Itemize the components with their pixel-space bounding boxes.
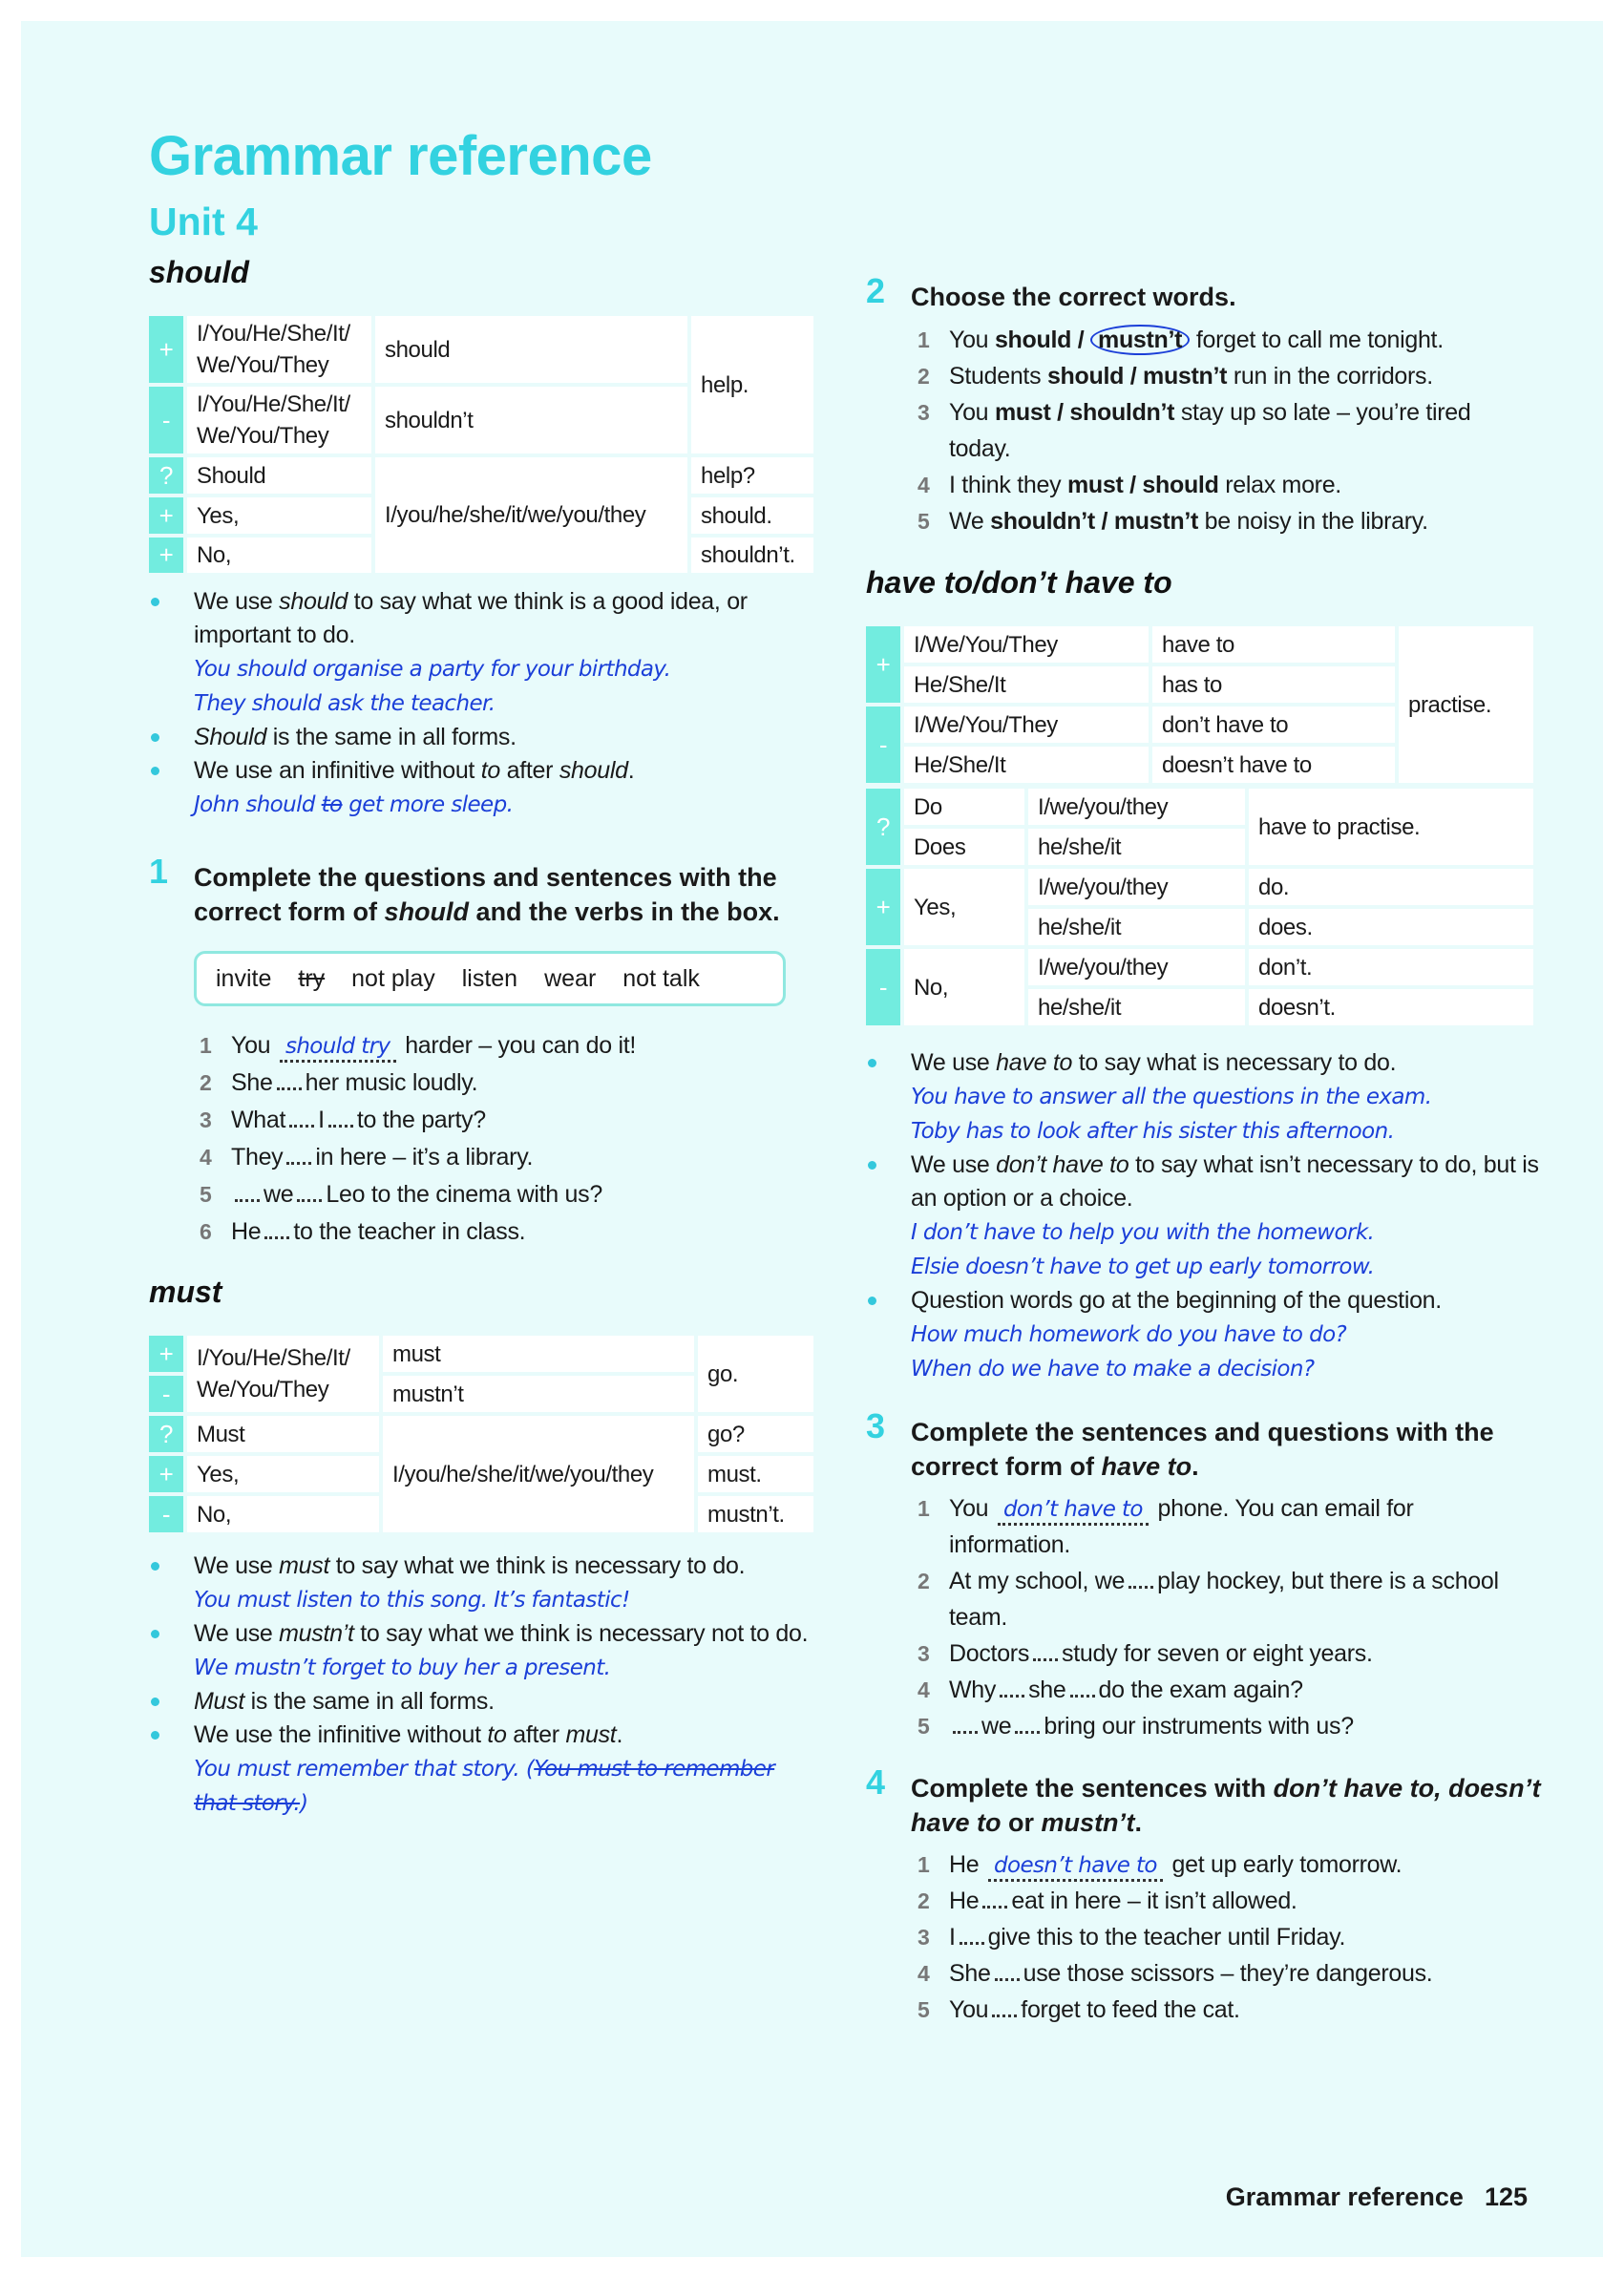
item-number: 4	[200, 1145, 212, 1170]
exercise-item	[917, 1708, 1529, 1744]
cell: No,	[185, 536, 373, 575]
answer-blank	[286, 1144, 311, 1165]
cell: have to	[1150, 624, 1397, 664]
exercise-number: 2	[866, 271, 886, 310]
cell: should.	[689, 496, 815, 536]
cell: shouldn’t.	[689, 536, 815, 575]
text: We	[949, 508, 991, 535]
exercise-item	[917, 1490, 1529, 1563]
text: or	[1001, 1808, 1042, 1837]
cell: I/you/he/she/it/we/you/they	[373, 455, 689, 575]
cell: must	[381, 1334, 696, 1374]
text: play hockey, but there is a school team.	[949, 1568, 1499, 1631]
text: must	[565, 1721, 617, 1748]
cell: No,	[185, 1494, 381, 1534]
word-option-used: try	[298, 965, 326, 992]
example-sentence: They should ask the teacher.	[194, 691, 496, 716]
text: must / should	[1066, 472, 1219, 498]
positive-symbol: +	[864, 624, 902, 705]
bullet-icon	[151, 1562, 159, 1571]
note-item	[149, 721, 817, 754]
exercise-item	[200, 1102, 811, 1139]
answer-blank	[995, 1960, 1020, 1981]
example-sentence: I don’t have to help you with the homework.	[911, 1220, 1375, 1245]
cell: Yes,	[185, 496, 373, 536]
text: to say what we think is a good idea, or important to do.	[194, 588, 748, 648]
answer-blank	[277, 1069, 302, 1090]
text: is the same in all forms.	[266, 724, 517, 750]
exercise-item	[200, 1065, 811, 1102]
bullet-icon	[151, 767, 159, 775]
text: stay up so late – you’re tired today.	[949, 399, 1471, 462]
cell: Must	[185, 1414, 381, 1454]
cell: I/you/he/she/it/we/you/they	[381, 1414, 696, 1534]
exercise-item	[917, 322, 1529, 358]
text: must	[279, 1552, 330, 1579]
item-number: 4	[917, 1677, 930, 1702]
text: must / shouldn’t	[994, 399, 1175, 426]
text: I think they	[949, 472, 1067, 498]
bullet-icon	[151, 1731, 159, 1740]
answer-blank	[297, 1181, 322, 1202]
positive-symbol: +	[147, 1454, 185, 1494]
answer-blank	[1000, 1677, 1024, 1698]
positive-symbol: +	[147, 314, 185, 385]
cell: doesn’t have to	[1150, 745, 1397, 785]
positive-symbol: +	[147, 536, 185, 575]
text: is the same in all forms.	[243, 1688, 495, 1715]
answer-blank	[1033, 1640, 1058, 1661]
exercise-instruction	[911, 283, 1236, 311]
text: she	[1028, 1677, 1066, 1703]
text: we	[981, 1713, 1012, 1740]
text: get up early tomorrow.	[1165, 1851, 1403, 1878]
exercise-item	[200, 1176, 811, 1213]
text: She	[949, 1960, 991, 1987]
bullet-icon	[151, 1630, 159, 1638]
must-heading: must	[149, 1275, 222, 1309]
exercise-item	[917, 358, 1529, 394]
text: have to	[1101, 1452, 1192, 1481]
cell: I/we/you/they	[1026, 947, 1247, 987]
text: be noisy in the library.	[1198, 508, 1428, 535]
exercise-4-heading	[866, 1762, 1546, 1840]
text: They	[231, 1144, 284, 1171]
example-sentence: How much homework do you have to do?	[911, 1322, 1347, 1347]
text: You	[949, 327, 995, 353]
page-number: 125	[1484, 2183, 1528, 2211]
text: after	[506, 1721, 566, 1748]
item-number: 5	[917, 509, 930, 534]
exercise-item	[200, 1027, 811, 1065]
circled-answer: mustn’t	[1090, 325, 1190, 355]
cell: I/You/He/She/It/ We/You/They	[185, 314, 373, 385]
exercise-item	[917, 467, 1529, 503]
text: bring our instruments with us?	[1044, 1713, 1354, 1740]
cell: go.	[696, 1334, 815, 1414]
text: We use	[911, 1049, 997, 1076]
negative-symbol: -	[147, 385, 185, 455]
item-number: 6	[200, 1219, 212, 1244]
word-option: listen	[461, 965, 518, 992]
text: do the exam again?	[1098, 1677, 1303, 1703]
text: We use	[194, 588, 280, 615]
item-number: 1	[917, 1496, 930, 1521]
note-item	[149, 1685, 817, 1719]
exercise-3-items	[917, 1490, 1529, 1744]
answer-blank	[1015, 1713, 1040, 1734]
exercise-item	[917, 1919, 1529, 1955]
example-sentence: Toby has to look after his sister this afternoon.	[911, 1119, 1395, 1144]
text: We use the infinitive without	[194, 1721, 488, 1748]
exercise-item	[917, 503, 1529, 539]
exercise-item	[200, 1139, 811, 1176]
bullet-icon	[868, 1161, 876, 1170]
negative-symbol: -	[864, 705, 902, 785]
text: don’t have to	[996, 1151, 1129, 1178]
negative-symbol: -	[864, 947, 902, 1027]
positive-symbol: +	[147, 496, 185, 536]
text: We use an infinitive without	[194, 757, 481, 784]
text: Why	[949, 1677, 997, 1703]
example-answer: should try	[280, 1033, 396, 1063]
text: should / mustn’t	[1046, 363, 1228, 390]
text: Students	[949, 363, 1047, 390]
note-item	[149, 1617, 817, 1685]
cell: I/We/You/They	[902, 624, 1150, 664]
example-answer: don’t have to	[998, 1496, 1149, 1526]
cell: he/she/it	[1026, 907, 1247, 947]
text: study for seven or eight years.	[1062, 1640, 1373, 1667]
text: .	[616, 1721, 623, 1748]
cell: help.	[689, 314, 815, 455]
exercise-3-heading	[866, 1406, 1546, 1484]
text: forget to feed the cat.	[1021, 1996, 1240, 2023]
note-item	[149, 754, 817, 822]
answer-blank	[328, 1107, 353, 1128]
left-column	[149, 199, 817, 1821]
exercise-item	[917, 1672, 1529, 1708]
exercise-item	[917, 1846, 1529, 1883]
item-number: 2	[200, 1070, 212, 1095]
cell: Yes,	[185, 1454, 381, 1494]
text: Should	[194, 724, 267, 750]
page-footer	[1226, 2183, 1528, 2212]
cell: Do	[902, 787, 1026, 827]
cell: help?	[689, 455, 815, 496]
answer-blank	[289, 1107, 314, 1128]
must-notes	[149, 1550, 817, 1821]
cell: I/You/He/She/It/ We/You/They	[185, 385, 373, 455]
answer-blank	[960, 1924, 984, 1945]
item-number: 5	[917, 1997, 930, 2022]
text: to	[487, 1721, 507, 1748]
item-number: 1	[917, 1852, 930, 1877]
footer-label: Grammar reference	[1225, 2183, 1464, 2211]
answer-blank	[1070, 1677, 1095, 1698]
have-to-notes	[866, 1046, 1546, 1386]
item-number: 2	[917, 1569, 930, 1593]
positive-symbol: +	[864, 867, 902, 947]
answer-blank	[264, 1218, 289, 1239]
exercise-4-items	[917, 1846, 1529, 2028]
must-table	[147, 1334, 815, 1534]
exercise-instruction	[911, 1774, 1541, 1837]
text: to say what we think is necessary not to do.	[353, 1620, 809, 1647]
exercise-1-items	[200, 1027, 811, 1251]
cell: shouldn’t	[373, 385, 689, 455]
text: her music loudly.	[305, 1069, 478, 1096]
example-sentence: You must remember that story. (	[194, 1757, 535, 1782]
cell: He/She/It	[902, 745, 1150, 785]
example-sentence: When do we have to make a decision?	[911, 1357, 1315, 1382]
have-to-heading: have to/don’t have to	[866, 565, 1172, 600]
text: to say what is necessary to do.	[1072, 1049, 1397, 1076]
item-number: 3	[917, 1925, 930, 1950]
example-sentence: Elsie doesn’t have to get up early tomorrow.	[911, 1255, 1375, 1279]
page-title: Grammar reference	[149, 125, 652, 187]
cell: doesn’t.	[1247, 987, 1535, 1027]
example-sentence: You must to remember that story.	[194, 1757, 775, 1816]
should-notes	[149, 585, 817, 822]
exercise-item	[917, 1992, 1529, 2028]
text: mustn’t	[1041, 1808, 1135, 1837]
text: Doctors	[949, 1640, 1030, 1667]
item-number: 2	[917, 364, 930, 389]
text: Complete the sentences with	[911, 1774, 1274, 1803]
cell: No,	[902, 947, 1026, 1027]
exercise-item	[917, 1635, 1529, 1672]
text: I	[318, 1107, 325, 1133]
exercise-number: 4	[866, 1762, 886, 1802]
note-item	[149, 585, 817, 721]
text: Complete the questions and sentences with the correct form of	[194, 863, 777, 926]
item-number: 1	[200, 1033, 212, 1058]
text: eat in here – it isn’t allowed.	[1011, 1888, 1297, 1914]
word-option: wear	[544, 965, 597, 992]
bullet-icon	[868, 1059, 876, 1067]
item-number: 2	[917, 1888, 930, 1913]
cell: Does	[902, 827, 1026, 867]
text: to say what isn’t necessary to do, but is an option or a choice.	[911, 1151, 1539, 1212]
cell: should	[373, 314, 689, 385]
example-sentence: get more sleep.	[342, 792, 514, 817]
text: phone. You can email for information.	[949, 1495, 1414, 1558]
item-number: 5	[200, 1182, 212, 1207]
bullet-icon	[151, 1698, 159, 1706]
text: give this to the teacher until Friday.	[987, 1924, 1346, 1951]
text: We use	[194, 1552, 280, 1579]
text: She	[231, 1069, 273, 1096]
note-item	[866, 1046, 1546, 1149]
answer-blank	[953, 1713, 978, 1734]
positive-symbol: +	[147, 1334, 185, 1374]
text: should /	[994, 327, 1091, 353]
item-number: 3	[917, 400, 930, 425]
text: relax more.	[1218, 472, 1341, 498]
text: in here – it’s a library.	[315, 1144, 534, 1171]
cell: I/we/you/they	[1026, 787, 1247, 827]
word-option: invite	[216, 965, 272, 992]
example-sentence: You have to answer all the questions in the exam.	[911, 1085, 1432, 1109]
example-sentence: John should	[194, 792, 322, 817]
text: run in the corridors.	[1227, 363, 1433, 390]
unit-heading: Unit 4	[149, 200, 258, 243]
example-sentence: to	[321, 792, 343, 817]
question-symbol: ?	[147, 455, 185, 496]
text: We use	[911, 1151, 997, 1178]
item-number: 3	[917, 1641, 930, 1666]
cell: he/she/it	[1026, 987, 1247, 1027]
cell: Yes,	[902, 867, 1026, 947]
text: You	[949, 399, 995, 426]
text: should	[559, 757, 628, 784]
text: He	[949, 1888, 980, 1914]
cell: Should	[185, 455, 373, 496]
text: mustn’t	[279, 1620, 354, 1647]
text: Leo to the cinema with us?	[326, 1181, 602, 1208]
text: use those scissors – they’re dangerous.	[1023, 1960, 1433, 1987]
note-item	[866, 1284, 1546, 1386]
question-symbol: ?	[147, 1414, 185, 1454]
word-box	[194, 951, 786, 1006]
cell: do.	[1247, 867, 1535, 907]
text: have to	[996, 1049, 1073, 1076]
item-number: 1	[917, 327, 930, 352]
answer-blank	[982, 1888, 1007, 1909]
text: He	[949, 1851, 986, 1878]
exercise-instruction	[194, 863, 780, 926]
exercise-item	[917, 1955, 1529, 1992]
text: and the verbs in the box.	[469, 897, 780, 926]
text: we	[264, 1181, 294, 1208]
answer-blank	[235, 1181, 260, 1202]
text: to the teacher in class.	[293, 1218, 526, 1245]
cell: go?	[696, 1414, 815, 1454]
cell: does.	[1247, 907, 1535, 947]
cell: don’t.	[1247, 947, 1535, 987]
word-option: not play	[351, 965, 435, 992]
text: I	[949, 1924, 956, 1951]
item-number: 4	[917, 1961, 930, 1986]
text: forget to call me tonight.	[1190, 327, 1444, 353]
text: should	[384, 897, 470, 926]
text: to say what we think is necessary to do.	[329, 1552, 746, 1579]
text: shouldn’t / mustn’t	[990, 508, 1198, 535]
note-item	[149, 1719, 817, 1821]
answer-blank	[1128, 1568, 1153, 1589]
text: to the party?	[356, 1107, 486, 1133]
negative-symbol: -	[147, 1494, 185, 1534]
cell: He/She/It	[902, 664, 1150, 705]
item-number: 4	[917, 473, 930, 497]
should-table	[147, 314, 815, 575]
cell: has to	[1150, 664, 1397, 705]
text: Question words go at the beginning of the question.	[911, 1287, 1442, 1314]
bullet-icon	[868, 1297, 876, 1305]
word-option: not talk	[622, 965, 700, 992]
text: Choose the correct words.	[911, 283, 1236, 311]
exercise-2-heading	[866, 271, 1546, 314]
cell: practise.	[1397, 624, 1535, 785]
note-item	[149, 1550, 817, 1617]
should-heading: should	[149, 255, 249, 289]
question-symbol: ?	[864, 787, 902, 867]
cell: I/we/you/they	[1026, 867, 1247, 907]
item-number: 3	[200, 1107, 212, 1132]
text: You	[231, 1032, 277, 1059]
text: after	[499, 757, 559, 784]
text: harder – you can do it!	[398, 1032, 637, 1059]
example-sentence: We mustn’t forget to buy her a present.	[194, 1656, 611, 1680]
have-to-table-affirmative-negative	[864, 624, 1535, 785]
have-to-table-questions-answers	[864, 787, 1535, 1027]
text: Must	[194, 1688, 244, 1715]
exercise-item	[200, 1213, 811, 1251]
cell: mustn’t	[381, 1374, 696, 1414]
example-answer: doesn’t have to	[988, 1852, 1163, 1882]
page	[21, 21, 1603, 2257]
text: should	[279, 588, 348, 615]
exercise-instruction	[911, 1418, 1494, 1481]
cell: don’t have to	[1150, 705, 1397, 745]
example-sentence: You must listen to this song. It’s fantastic!	[194, 1588, 630, 1613]
cell: I/We/You/They	[902, 705, 1150, 745]
exercise-number: 3	[866, 1406, 886, 1445]
bullet-icon	[151, 733, 159, 742]
text: You	[949, 1495, 995, 1522]
cell: have to practise.	[1247, 787, 1535, 867]
cell: mustn’t.	[696, 1494, 815, 1534]
exercise-item	[917, 394, 1529, 467]
text: don’t have to, doesn’t have to	[911, 1774, 1541, 1837]
exercise-number: 1	[149, 852, 169, 891]
note-item	[866, 1149, 1546, 1284]
text: Complete the sentences and questions with the correct form of	[911, 1418, 1494, 1481]
text: .	[627, 757, 635, 784]
exercise-item	[917, 1563, 1529, 1635]
example-sentence: You should organise a party for your birthday.	[194, 657, 671, 682]
text: You	[949, 1996, 989, 2023]
cell: he/she/it	[1026, 827, 1247, 867]
text: .	[1192, 1452, 1199, 1481]
exercise-1-heading	[149, 852, 808, 929]
cell: I/You/He/She/It/ We/You/They	[185, 1334, 381, 1414]
text: .	[1134, 1808, 1143, 1837]
text: What	[231, 1107, 286, 1133]
answer-blank	[992, 1996, 1017, 2017]
exercise-2-items	[917, 322, 1529, 539]
right-column	[866, 271, 1546, 2028]
bullet-icon	[151, 598, 159, 606]
text: to	[480, 757, 500, 784]
text: We use	[194, 1620, 280, 1647]
text: He	[231, 1218, 262, 1245]
item-number: 5	[917, 1714, 930, 1739]
negative-symbol: -	[147, 1374, 185, 1414]
exercise-item	[917, 1883, 1529, 1919]
example-sentence: )	[300, 1791, 308, 1816]
cell: must.	[696, 1454, 815, 1494]
text: At my school, we	[949, 1568, 1126, 1594]
